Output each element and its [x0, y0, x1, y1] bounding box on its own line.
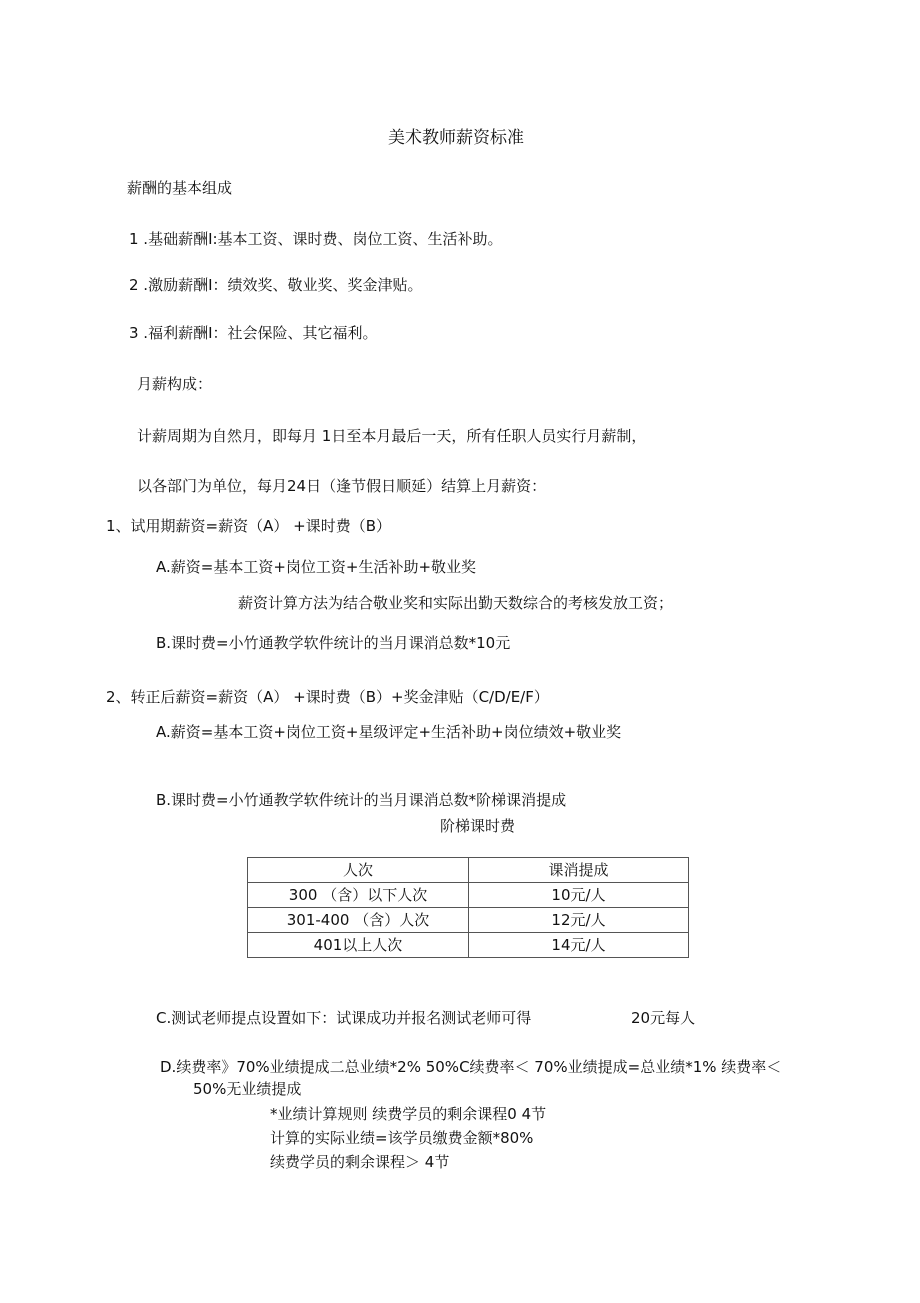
table-row — [248, 883, 689, 908]
regular-salary-d-line1: D.续费率》70%业绩提成二总业绩*2% 50%C续费率＜ 70%业绩提成=总业绩*1% 续费率＜ — [160, 1058, 782, 1076]
table-cell: 12元/人 — [469, 908, 689, 933]
table-row — [248, 908, 689, 933]
regular-salary-d-line2: 50%无业绩提成 — [193, 1080, 302, 1098]
table-cell: 300 （含）以下人次 — [248, 883, 469, 908]
table-header-cell: 课消提成 — [469, 858, 689, 883]
page-title: 美术教师薪资标准 — [388, 128, 524, 148]
performance-rule-line1: *业绩计算规则 续费学员的剩余课程0 4节 — [270, 1105, 547, 1123]
table-cell: 14元/人 — [469, 933, 689, 958]
table-row — [248, 933, 689, 958]
table-header-cell: 人次 — [248, 858, 469, 883]
trial-salary-note: 薪资计算方法为结合敬业奖和实际出勤天数综合的考核发放工资； — [238, 594, 674, 612]
performance-rule-line3: 续费学员的剩余课程＞ 4节 — [270, 1153, 450, 1171]
table-header-row — [248, 858, 689, 883]
regular-salary-heading: 2、转正后薪资=薪资（A） +课时费（B）+奖金津贴（C/D/E/F） — [106, 688, 549, 706]
performance-rule-line2: 计算的实际业绩=该学员缴费金额*80% — [270, 1129, 534, 1147]
regular-salary-b: B.课时费=小竹通教学软件统计的当月课消总数*阶梯课消提成 — [156, 791, 567, 809]
tiered-rate-table — [247, 857, 689, 958]
paragraph-settlement: 以各部门为单位，每月24日（逢节假日顺延）结算上月薪资： — [137, 477, 547, 495]
table-cell: 301-400 （含）人次 — [248, 908, 469, 933]
table-cell: 10元/人 — [469, 883, 689, 908]
regular-salary-a: A.薪资=基本工资+岗位工资+星级评定+生活补助+岗位绩效+敬业奖 — [156, 723, 622, 741]
trial-salary-heading: 1、试用期薪资=薪资（A） +课时费（B） — [106, 517, 392, 535]
regular-salary-c: C.测试老师提点设置如下：试课成功并报名测试老师可得 — [156, 1009, 532, 1027]
trial-salary-a: A.薪资=基本工资+岗位工资+生活补助+敬业奖 — [156, 558, 477, 576]
section-heading-monthly: 月薪构成： — [137, 375, 213, 393]
list-item-incentive-pay: 2 .激励薪酬I：绩效奖、敬业奖、奖金津贴。 — [129, 276, 423, 294]
list-item-basic-pay: 1 .基础薪酬I:基本工资、课时费、岗位工资、生活补助。 — [129, 230, 503, 248]
list-item-welfare-pay: 3 .福利薪酬I：社会保险、其它福利。 — [129, 324, 378, 342]
table-caption: 阶梯课时费 — [440, 817, 516, 835]
paragraph-pay-cycle: 计薪周期为自然月，即每月 1日至本月最后一天，所有任职人员实行月薪制， — [137, 427, 647, 445]
section-heading-composition: 薪酬的基本组成 — [127, 179, 233, 197]
trial-salary-b: B.课时费=小竹通教学软件统计的当月课消总数*10元 — [156, 634, 511, 652]
table-cell: 401以上人次 — [248, 933, 469, 958]
regular-salary-c-amount: 20元每人 — [631, 1009, 696, 1027]
